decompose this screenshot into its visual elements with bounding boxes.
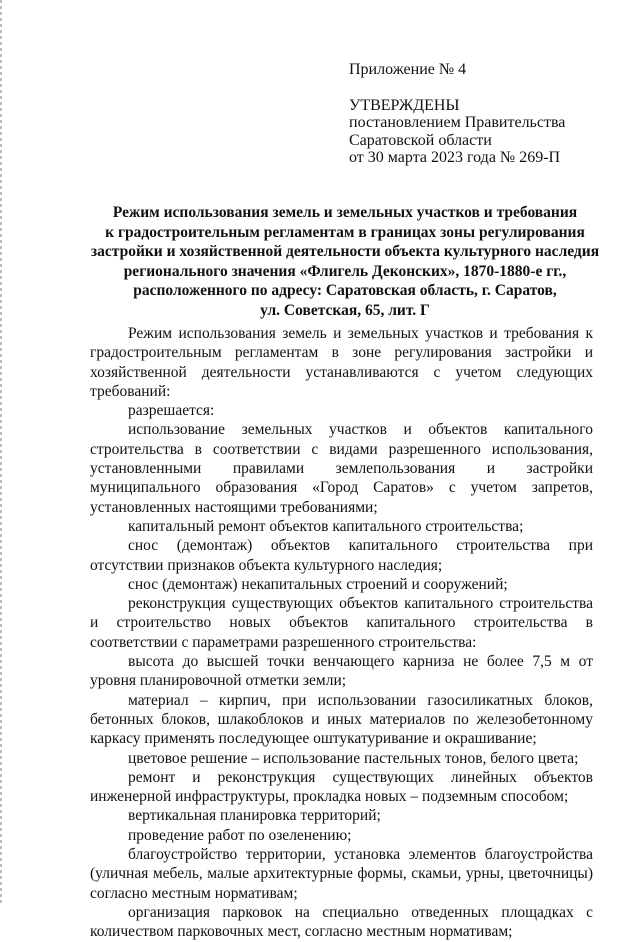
title-line: расположенного по адресу: Саратовская область, г. Саратов, xyxy=(133,282,557,299)
page-edge xyxy=(0,0,2,905)
paragraph: снос (демонтаж) объектов капитального строительства при отсутствии признаков объекта культурного наследия; xyxy=(90,537,593,574)
paragraph: реконструкция существующих объектов капитального строительства и строительство новых объектов капитального строительства в соответствии с параметрами разрешенного строительства: xyxy=(90,595,593,651)
document-body xyxy=(90,324,593,942)
paragraph: организация парковок на специально отведенных площадках с количеством парковочных мест, согласно местным нормативам; xyxy=(90,903,593,941)
title-line: Режим использования земель и земельных участков и требования xyxy=(112,204,578,221)
title-line: регионального значения «Флигель Деконских», 1870-1880-е гг., xyxy=(123,262,567,280)
paragraph: снос (демонтаж) некапитальных строений и сооружений; xyxy=(128,575,508,593)
appendix-label: Приложение № 4 xyxy=(349,61,467,78)
paragraph: высота до высшей точки венчающего карниза не более 7,5 м от уровня планировочной отметки земли; xyxy=(90,653,593,690)
paragraph: ремонт и реконструкция существующих линейных объектов инженерной инфраструктуры, прокладка новых – подземным способом; xyxy=(90,768,593,806)
paragraph: капитальный ремонт объектов капитального строительства; xyxy=(128,517,524,535)
paragraph: использование земельных участков и объектов капитального строительства в соответствии с видами разрешенного использования, установленными правилами землепользования и застройки муниципального образования «Город Саратов» с учетом запретов, установленных настоящими требованиями; xyxy=(90,421,593,516)
paragraph: материал – кирпич, при использовании газосиликатных блоков, бетонных блоков, шлакоблоков и иных материалов по железобетонному каркасу применять последующее оштукатуривание и окрашивание; xyxy=(90,691,593,748)
paragraph: разрешается: xyxy=(128,402,215,420)
paragraph: цветовое решение – использование пастельных тонов, белого цвета; xyxy=(128,749,579,767)
title-line: к градостроительным регламентам в границах зоны регулирования xyxy=(105,223,585,241)
paragraph: Режим использования земель и земельных участков и требования к градостроительным регламентам в зоне регулирования застройки и хозяйственной деятельности устанавливаются с учетом следующих требований: xyxy=(90,325,593,400)
title-line: ул. Советская, 65, лит. Г xyxy=(260,301,430,319)
document-title xyxy=(78,203,612,320)
approval-line: постановлением Правительства xyxy=(349,114,566,131)
paragraph: благоустройство территории, установка элементов благоустройства (уличная мебель, малые архитектурные формы, скамьи, урны, цветочницы) согласно местным нормативам; xyxy=(90,846,593,902)
approved-label: УТВЕРЖДЕНЫ xyxy=(349,96,460,114)
approval-line: Саратовской области xyxy=(349,131,492,149)
approval-line: от 30 марта 2023 года № 269-П xyxy=(349,149,561,166)
paragraph: проведение работ по озеленению; xyxy=(128,826,352,844)
title-line: застройки и хозяйственной деятельности объекта культурного наследия xyxy=(90,243,600,260)
approval-block xyxy=(349,61,565,167)
paragraph: вертикальная планировка территорий; xyxy=(128,807,381,825)
